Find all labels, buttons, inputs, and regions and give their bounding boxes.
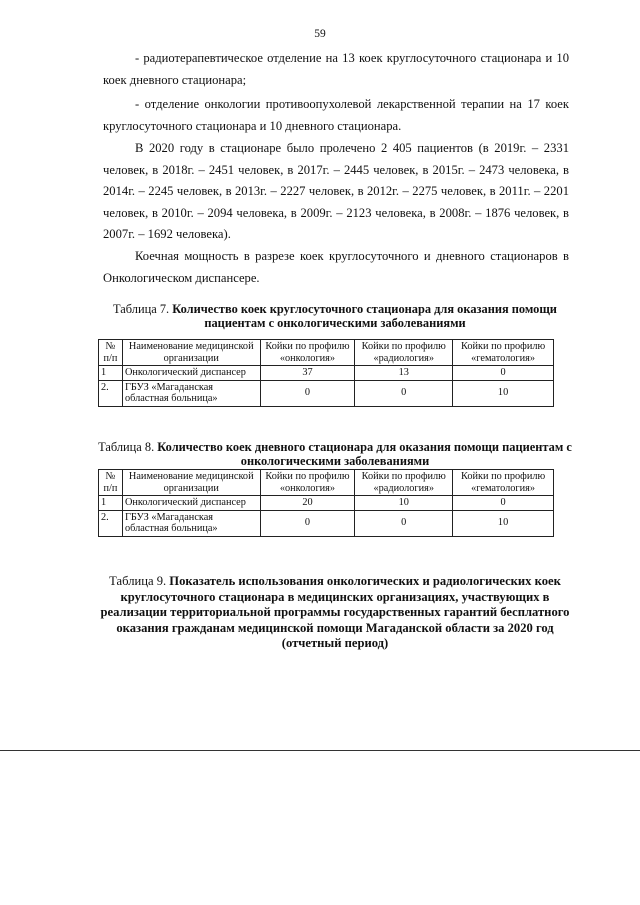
table-cell: 13 [355, 366, 453, 381]
table-cell: 1 [99, 496, 123, 511]
table-cell: 2. [99, 510, 123, 536]
table-cell: 10 [453, 380, 554, 406]
table-cell: 0 [260, 510, 355, 536]
column-header: Койки по профилю «онкология» [260, 470, 355, 496]
column-header: № п/п [99, 470, 123, 496]
table-row [99, 510, 554, 536]
column-header: Койки по профилю «онкология» [260, 340, 355, 366]
bottom-divider [0, 750, 640, 751]
table-header-row [99, 340, 554, 366]
paragraph-radiotherapy: - радиотерапевтическое отделение на 13 коек круглосуточного стационара и 10 коек дневного стационара; [103, 51, 569, 87]
table-cell: 20 [260, 496, 355, 511]
table-cell: ГБУЗ «Магаданская областная больница» [122, 510, 260, 536]
page-number: 59 [314, 28, 326, 40]
table7 [98, 339, 554, 407]
column-header: Наименование медицинской организации [122, 470, 260, 496]
column-header: Койки по профилю «радиология» [355, 470, 453, 496]
column-header: № п/п [99, 340, 123, 366]
column-header: Койки по профилю «радиология» [355, 340, 453, 366]
table-cell: Онкологический диспансер [122, 496, 260, 511]
table-cell: 37 [260, 366, 355, 381]
paragraph-bed-capacity: Коечная мощность в разрезе коек круглосуточного и дневного стационаров в Онкологическом диспансере. [103, 249, 569, 285]
paragraph-oncology-department: - отделение онкологии противоопухолевой лекарственной терапии на 17 коек круглосуточного стационара и 10 дневного стационара. [103, 97, 569, 133]
paragraph-patients-treated: В 2020 году в стационаре было пролечено 2 405 пациентов (в 2019г. – 2331 человек, в 2018г. – 2451 человек, в 2017г. – 2445 человек, в 2015г. – 2473 человека, в 2014г. – 2245 человек, в 2013г. – 2227 человек, в 2012г. – 2275 человек, в 2011г. – 2201 человек, в 2010г. – 2094 человека, в 2009г. – 2123 человека, в 2008г. – 1876 человек, в 2007г. – 1692 человека). [103, 141, 569, 241]
table-cell: 0 [355, 510, 453, 536]
table-cell: 0 [355, 380, 453, 406]
table8-caption: Таблица 8. Количество коек дневного стационара для оказания помощи пациентам с онкологическими заболеваниями [98, 440, 572, 468]
table-cell: 10 [453, 510, 554, 536]
table-cell: ГБУЗ «Магаданская областная больница» [122, 380, 260, 406]
table-row [99, 496, 554, 511]
table-cell: 0 [260, 380, 355, 406]
table9-caption: Таблица 9. Показатель использования онкологических и радиологических коек круглосуточного стационара в медицинских организациях, участвующих в реализации территориальной программы государственных гарантий бесплатного оказания гражданам медицинской помощи Магаданской области за 2020 год (отчетный период) [100, 574, 570, 650]
table-row [99, 366, 554, 381]
table-cell: 10 [355, 496, 453, 511]
table-cell: 2. [99, 380, 123, 406]
table-header-row [99, 470, 554, 496]
table-cell: 0 [453, 366, 554, 381]
table-cell: 0 [453, 496, 554, 511]
table-row [99, 380, 554, 406]
table-cell: 1 [99, 366, 123, 381]
column-header: Койки по профилю «гематология» [453, 470, 554, 496]
table-cell: Онкологический диспансер [122, 366, 260, 381]
column-header: Наименование медицинской организации [122, 340, 260, 366]
table8 [98, 469, 554, 537]
table7-caption: Таблица 7. Количество коек круглосуточного стационара для оказания помощи пациентам с онкологическими заболеваниями [113, 302, 557, 330]
column-header: Койки по профилю «гематология» [453, 340, 554, 366]
